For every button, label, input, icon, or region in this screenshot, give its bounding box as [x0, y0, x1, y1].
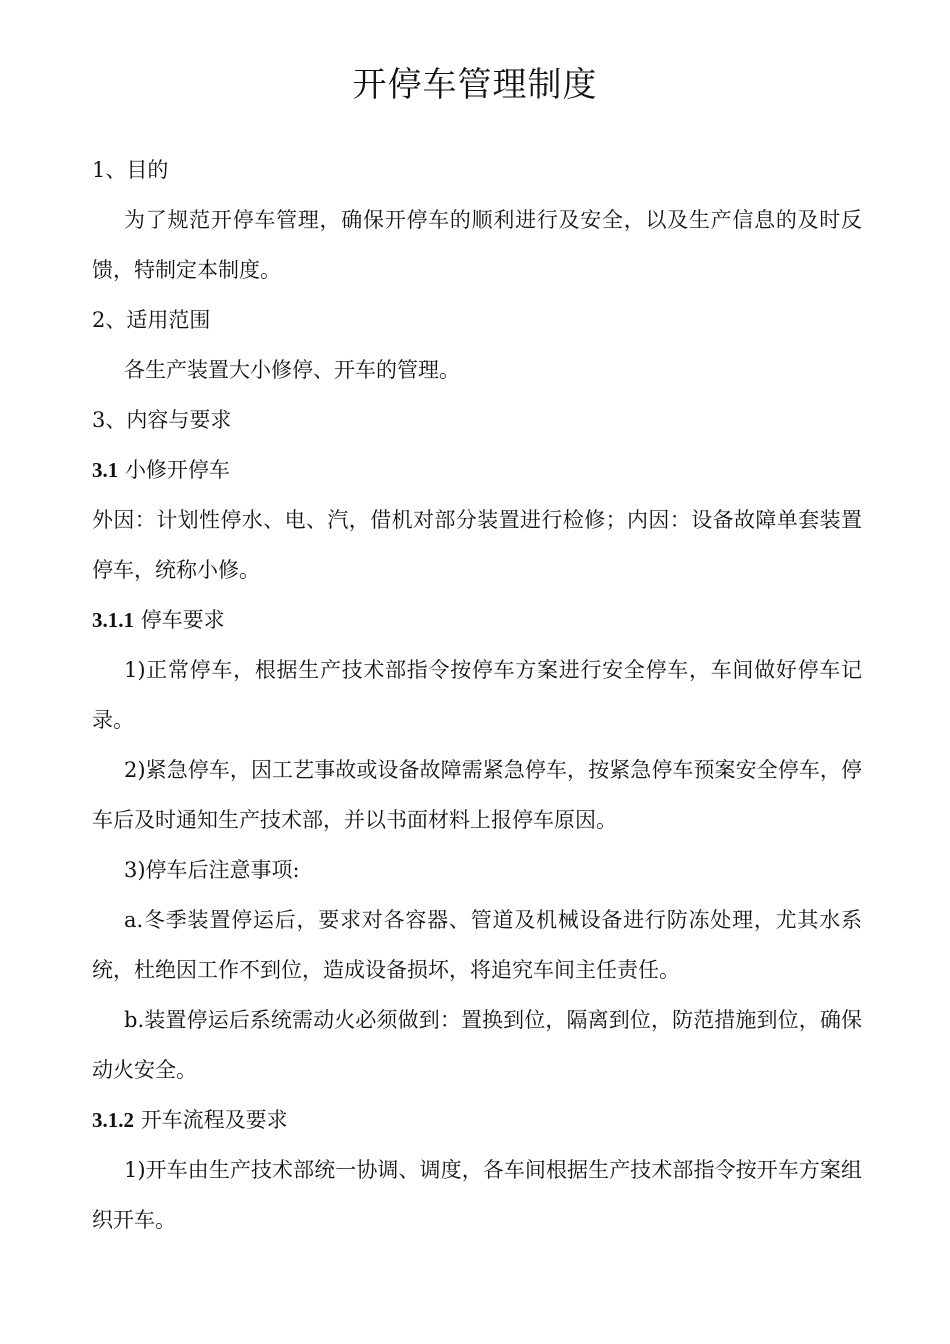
- section-2-heading: 2、适用范围: [92, 308, 211, 332]
- document-body: [92, 145, 862, 1245]
- stop-item-1: 1)正常停车，根据生产技术部指令按停车方案进行安全停车，车间做好停车记录。: [92, 658, 862, 732]
- section-3-1-2-number: 3.1.2: [92, 1108, 134, 1132]
- section-1-heading: 1、目的: [92, 158, 169, 182]
- section-3-1-paragraph: 外因：计划性停水、电、汽，借机对部分装置进行检修；内因：设备故障单套装置停车，统称小修。: [92, 508, 862, 582]
- section-3-1-2-heading: [92, 1095, 862, 1145]
- section-3-heading: 3、内容与要求: [92, 408, 232, 432]
- start-item-1: 1)开车由生产技术部统一协调、调度，各车间根据生产技术部指令按开车方案组织开车。: [92, 1158, 862, 1232]
- section-3-1-heading: [92, 445, 862, 495]
- section-3-1-number: 3.1: [92, 458, 119, 482]
- stop-item-3b: b.装置停运后系统需动火必须做到：置换到位，隔离到位，防范措施到位，确保动火安全。: [92, 1008, 862, 1082]
- section-3-1-2-title: 开车流程及要求: [140, 1108, 288, 1132]
- section-3-1-1-heading: [92, 595, 862, 645]
- section-2-paragraph: 各生产装置大小修停、开车的管理。: [124, 358, 460, 382]
- stop-item-3a: a.冬季装置停运后，要求对各容器、管道及机械设备进行防冻处理，尤其水系统，杜绝因工作不到位，造成设备损坏，将追究车间主任责任。: [92, 908, 862, 982]
- section-1-paragraph: 为了规范开停车管理，确保开停车的顺利进行及安全，以及生产信息的及时反馈，特制定本制度。: [92, 208, 862, 282]
- stop-item-2: 2)紧急停车，因工艺事故或设备故障需紧急停车，按紧急停车预案安全停车，停车后及时通知生产技术部，并以书面材料上报停车原因。: [92, 758, 862, 832]
- document-title: 开停车管理制度: [352, 65, 598, 105]
- stop-item-3: 3)停车后注意事项:: [124, 858, 300, 882]
- section-3-1-1-title: 停车要求: [140, 608, 225, 632]
- section-3-1-title: 小修开停车: [124, 458, 230, 482]
- section-3-1-1-number: 3.1.1: [92, 608, 134, 632]
